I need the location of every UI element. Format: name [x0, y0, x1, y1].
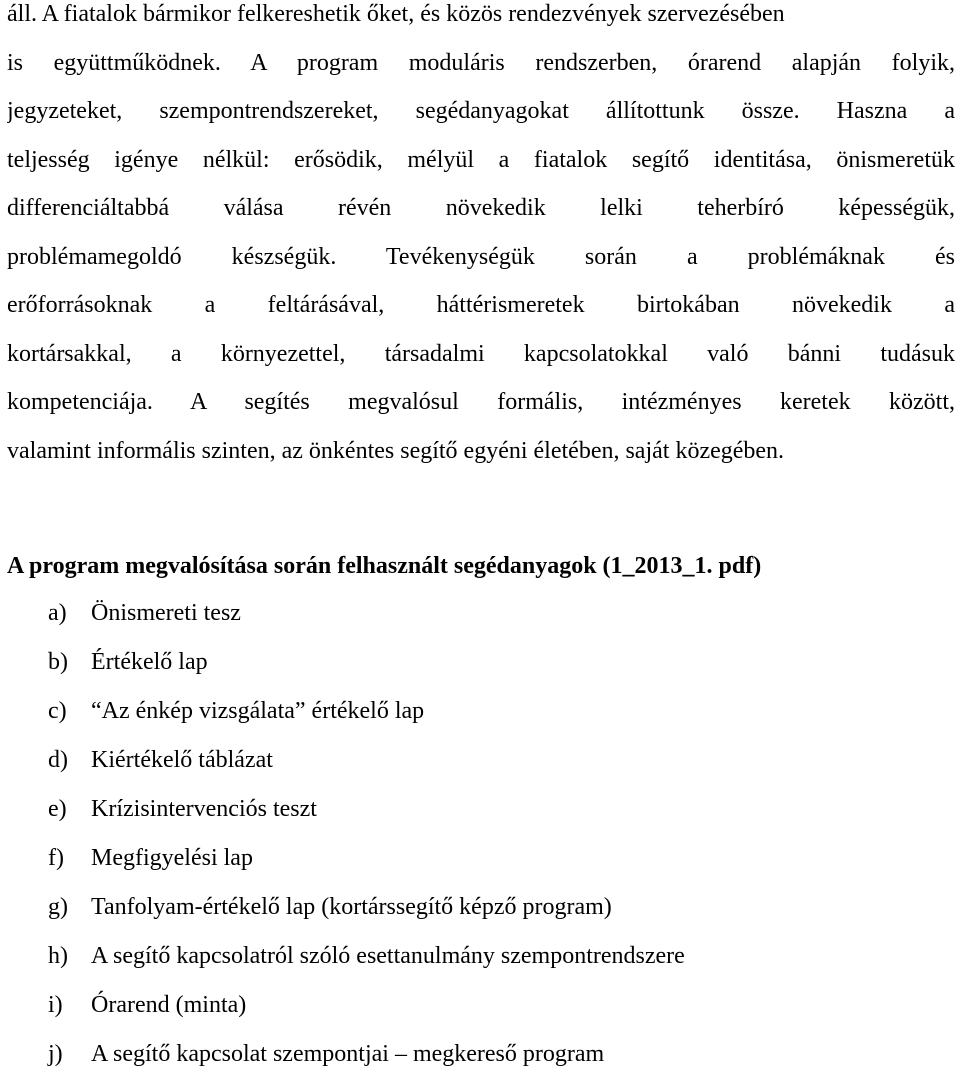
list-item-text: Órarend (minta) [91, 992, 247, 1018]
paragraph-line: valamint informális szinten, az önkéntes segítő egyéni életében, saját közegében. [7, 437, 785, 464]
list-item [48, 981, 685, 1030]
list-item [48, 834, 685, 883]
list-marker: h) [48, 943, 68, 969]
list-item-text: “Az énkép vizsgálata” értékelő lap [91, 698, 425, 724]
list-item [48, 932, 685, 981]
list-marker: g) [48, 894, 68, 920]
list-item-text: Önismereti tesz [91, 600, 241, 626]
paragraph-line: erőforrásoknak a feltárásával, háttérismeretek birtokában növekedik a [7, 292, 955, 318]
list-item [48, 736, 685, 785]
list-item-text: Kiértékelő táblázat [91, 747, 273, 773]
list-item-text: A segítő kapcsolatról szóló esettanulmány szempontrendszere [91, 943, 685, 969]
body-paragraph [7, 0, 955, 475]
list-marker: i) [48, 992, 63, 1018]
paragraph-line: differenciáltabbá válása révén növekedik lelki teherbíró képességük, [7, 195, 955, 221]
list-marker: a) [48, 600, 67, 626]
list-marker: e) [48, 796, 67, 822]
paragraph-line: teljesség igénye nélkül: erősödik, mélyül a fiatalok segítő identitása, önismeretük [7, 146, 955, 173]
materials-list [48, 589, 685, 1079]
section-heading: A program megvalósítása során felhasznált segédanyagok (1_2013_1. pdf) [7, 553, 762, 579]
paragraph-line: problémamegoldó készségük. Tevékenységük során a problémáknak és [7, 243, 955, 270]
list-item-text: Tanfolyam-értékelő lap (kortárssegítő képző program) [91, 894, 612, 920]
list-item [48, 687, 685, 736]
paragraph-line: kompetenciája. A segítés megvalósul formális, intézményes keretek között, [7, 389, 955, 415]
list-item-text: Krízisintervenciós teszt [91, 796, 317, 822]
list-marker: b) [48, 649, 68, 675]
list-marker: j) [48, 1041, 63, 1067]
list-item [48, 883, 685, 932]
list-marker: d) [48, 747, 68, 773]
paragraph-line: jegyzeteket, szempontrendszereket, segédanyagokat állítottunk össze. Haszna a [7, 98, 955, 124]
list-marker: c) [48, 698, 67, 724]
list-item [48, 638, 685, 687]
paragraph-line: kortársakkal, a környezettel, társadalmi kapcsolatokkal való bánni tudásuk [7, 340, 955, 367]
list-item-text: Megfigyelési lap [91, 845, 253, 871]
list-item [48, 1030, 685, 1079]
list-item-text: Értékelő lap [91, 649, 208, 675]
list-item [48, 785, 685, 834]
list-item [48, 589, 685, 638]
list-marker: f) [48, 845, 64, 871]
paragraph-line: is együttműködnek. A program moduláris rendszerben, órarend alapján folyik, [7, 49, 955, 76]
paragraph-line: áll. A fiatalok bármikor felkereshetik őket, és közös rendezvények szervezésében [7, 1, 785, 27]
list-item-text: A segítő kapcsolat szempontjai – megkereső program [91, 1041, 605, 1067]
